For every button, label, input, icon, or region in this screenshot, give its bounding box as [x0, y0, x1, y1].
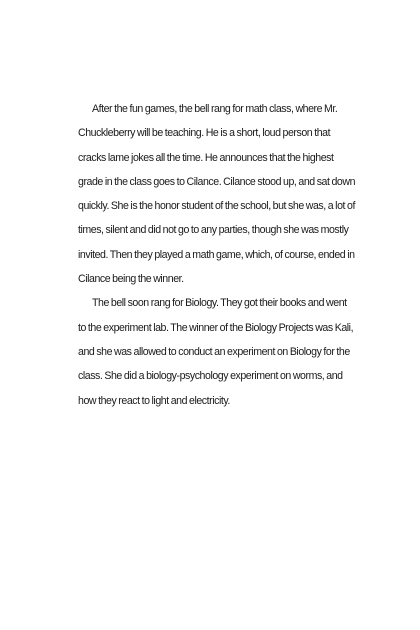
story-text	[78, 97, 356, 413]
paragraph-math-class: After the fun games, the bell rang for math class, where Mr. Chuckleberry will be teaching. He is a short, loud person that cracks lame jokes all the time. He announces that the highest grade in the class goes to Cilance. Cilance stood up, and sat down quickly. She is the honor student of the school, but she was, a lot of times, silent and did not go to any parties, though she was mostly invited. Then they played a math game, which, of course, ended in Cilance being the winner.	[78, 103, 356, 286]
paragraph-biology-class: The bell soon rang for Biology. They got their books and went to the experiment lab. The winner of the Biology Projects was Kali, and she was allowed to conduct an experiment on Biology for the class. She did a biology-psychology experiment on worms, and how they react to light and electricity.	[78, 297, 354, 407]
